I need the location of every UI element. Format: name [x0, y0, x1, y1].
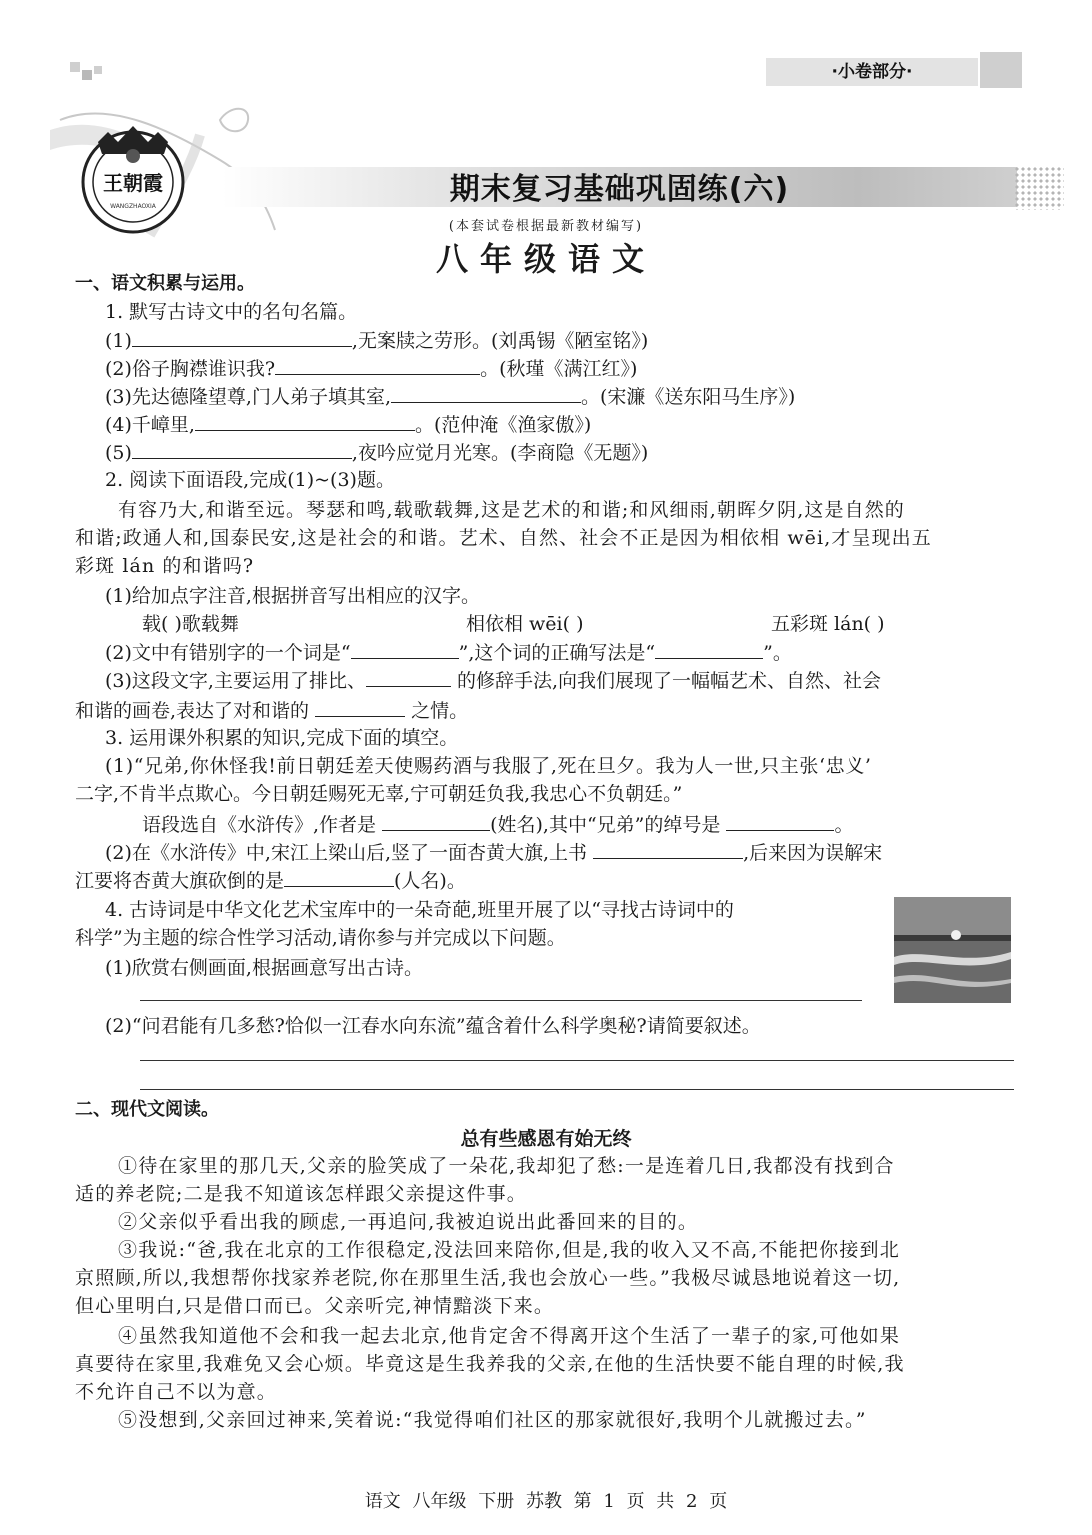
question-text: 语段选自《水浒传》,作者是 — [142, 814, 377, 836]
quote-line: 二字,不肯半点欺心。今日朝廷赐死无辜,宁可朝廷负我,我忠心不负朝廷。” — [75, 783, 683, 805]
fill-item — [105, 438, 648, 467]
corner-square — [82, 70, 92, 80]
passage-title: 总有些感恩有始无终 — [460, 1128, 632, 1150]
question-text: 。 — [834, 814, 854, 836]
answer-blank[interactable] — [351, 638, 459, 659]
question-stem: 科学”为主题的综合性学习活动,请你参与并完成以下问题。 — [75, 927, 566, 949]
answer-line[interactable] — [140, 1089, 1014, 1090]
question-text: (2)在《水浒传》中,宋江上梁山后,竖了一面杏黄大旗,上书 — [105, 842, 588, 864]
answer-blank[interactable] — [275, 354, 480, 375]
question-text: (2)文中有错别字的一个词是“ — [105, 642, 351, 664]
fill-item — [105, 410, 591, 439]
quote-line: (1)“兄弟,你休怪我!前日朝廷差天使赐药酒与我服了,死在旦夕。我为人一世,只主张‘忠义’ — [105, 755, 872, 777]
question-text: ”。 — [763, 642, 792, 664]
sub-question: (1)欣赏右侧画面,根据画意写出古诗。 — [105, 957, 423, 979]
sub-question — [105, 666, 881, 695]
question-stem: 3. 运用课外积累的知识,完成下面的填空。 — [105, 727, 459, 749]
sub-question — [142, 810, 853, 839]
subtitle-note: (本套试卷根据最新教材编写) — [448, 219, 644, 234]
item-text: 。(宋濂《送东阳马生序》) — [581, 386, 796, 408]
answer-blank[interactable] — [655, 638, 763, 659]
sub-question — [75, 866, 466, 895]
question-text: 和谐的画卷,表达了对和谐的 — [75, 700, 310, 722]
fill-item — [105, 326, 648, 355]
question-text: (人名)。 — [394, 870, 466, 892]
answer-blank[interactable] — [284, 866, 394, 887]
item-text: ,夜吟应觉月光寒。(李商隐《无题》) — [351, 442, 649, 464]
passage-line: 真要待在家里,我难免又会心烦。毕竟这是生我养我的父亲,在他的生活快要不能自理的时候,我 — [75, 1353, 905, 1375]
fill-item — [105, 354, 637, 383]
sub-question: (1)给加点字注音,根据拼音写出相应的汉字。 — [105, 585, 480, 607]
item-text: (1) — [105, 330, 132, 352]
sub-question: (2)“问君能有几多愁?恰似一江春水向东流”蕴含着什么科学奥秘?请简要叙述。 — [105, 1015, 761, 1037]
passage-line: ③我说:“爸,我在北京的工作很稳定,没法回来陪你,但是,我的收入又不高,不能把你接到北 — [118, 1239, 900, 1261]
section-heading: 一、语文积累与运用。 — [75, 273, 255, 294]
question-stem: 4. 古诗词是中华文化艺术宝库中的一朵奇葩,班里开展了以“寻找古诗词中的 — [105, 899, 734, 921]
pinyin-item: 相依相 wēi( ) — [466, 613, 584, 635]
passage-line: 但心里明白,只是借口而已。父亲听完,神情黯淡下来。 — [75, 1295, 555, 1317]
answer-blank[interactable] — [132, 326, 352, 347]
question-stem: 2. 阅读下面语段,完成(1)~(3)题。 — [105, 469, 395, 491]
answer-blank[interactable] — [391, 382, 581, 403]
passage-line: 有容乃大,和谐至远。琴瑟和鸣,载歌载舞,这是艺术的和谐;和风细雨,朝晖夕阴,这是自然的 — [118, 499, 905, 521]
passage-line: ⑤没想到,父亲回过神来,笑着说:“我觉得咱们社区的那家就很好,我明个儿就搬过去。” — [118, 1409, 867, 1431]
svg-text:王朝霞: 王朝霞 — [103, 171, 163, 195]
question-stem: 1. 默写古诗文中的名句名篇。 — [105, 301, 358, 323]
dot-pattern — [1014, 166, 1064, 210]
answer-blank[interactable] — [726, 810, 834, 831]
answer-blank[interactable] — [382, 810, 490, 831]
answer-line[interactable] — [140, 1000, 862, 1001]
passage-line: 和谐;政通人和,国泰民安,这是社会的和谐。艺术、自然、社会不正是因为相依相 wēi,才呈现出五 — [75, 527, 932, 549]
question-text: ,后来因为误解宋 — [743, 842, 883, 864]
sub-question — [105, 638, 792, 667]
answer-blank[interactable] — [315, 696, 405, 717]
passage-line: ②父亲似乎看出我的顾虑,一再追问,我被迫说出此番回来的目的。 — [118, 1211, 699, 1233]
answer-blank[interactable] — [195, 410, 415, 431]
question-text: (3)这段文字,主要运用了排比、 — [105, 670, 366, 692]
grade-subject: 八年级语文 — [435, 240, 656, 278]
item-text: 。(范仲淹《渔家傲》) — [414, 414, 592, 436]
item-text: (2)俗子胸襟谁识我? — [105, 358, 276, 380]
question-text: 江要将杏黄大旗砍倒的是 — [75, 870, 285, 892]
question-text: (姓名),其中“兄弟”的绰号是 — [490, 814, 721, 836]
question-text: 的修辞手法,向我们展现了一幅幅艺术、自然、社会 — [457, 670, 882, 692]
passage-line: 适的养老院;二是我不知道该怎样跟父亲提这件事。 — [75, 1183, 528, 1205]
item-text: (4)千嶂里, — [105, 414, 195, 436]
river-sunset-image — [894, 897, 1011, 1003]
corner-square — [94, 66, 102, 74]
item-text: (5) — [105, 442, 132, 464]
section-tab: ·小卷部分· — [766, 58, 978, 86]
question-text: ”,这个词的正确写法是“ — [458, 642, 656, 664]
pinyin-item: 五彩斑 lán( ) — [771, 613, 885, 635]
question-text: 之情。 — [411, 700, 469, 722]
svg-text:WANGZHAOXIA: WANGZHAOXIA — [110, 203, 156, 210]
answer-blank[interactable] — [132, 438, 352, 459]
pinyin-item: 载( )歌载舞 — [142, 613, 239, 635]
sub-question — [75, 696, 468, 725]
passage-line: 彩斑 lán 的和谐吗? — [75, 555, 255, 577]
answer-blank[interactable] — [366, 666, 451, 687]
section-heading: 二、现代文阅读。 — [75, 1099, 219, 1120]
answer-blank[interactable] — [593, 838, 743, 859]
item-text: (3)先达德隆望尊,门人弟子填其室, — [105, 386, 391, 408]
answer-line[interactable] — [140, 1060, 1014, 1061]
corner-square — [70, 62, 80, 72]
item-text: ,无案牍之劳形。(刘禹锡《陋室铭》) — [351, 330, 649, 352]
page-footer: 语文 八年级 下册 苏教 第 1 页 共 2 页 — [364, 1491, 728, 1512]
sub-question — [105, 838, 882, 867]
tab-side-block — [980, 52, 1022, 88]
fill-item — [105, 382, 795, 411]
passage-line: ①待在家里的那几天,父亲的脸笑成了一朵花,我却犯了愁:一是连着几日,我都没有找到合 — [118, 1155, 895, 1177]
page-title: 期末复习基础巩固练(六) — [449, 172, 790, 207]
passage-line: 不允许自己不以为意。 — [75, 1381, 278, 1403]
passage-line: 京照顾,所以,我想帮你找家养老院,你在那里生活,我也会放心一些。”我极尽诚恳地说着这一切, — [75, 1267, 901, 1289]
item-text: 。(秋瑾《满江红》) — [480, 358, 638, 380]
passage-line: ④虽然我知道他不会和我一起去北京,他肯定舍不得离开这个生活了一辈子的家,可他如果 — [118, 1325, 901, 1347]
